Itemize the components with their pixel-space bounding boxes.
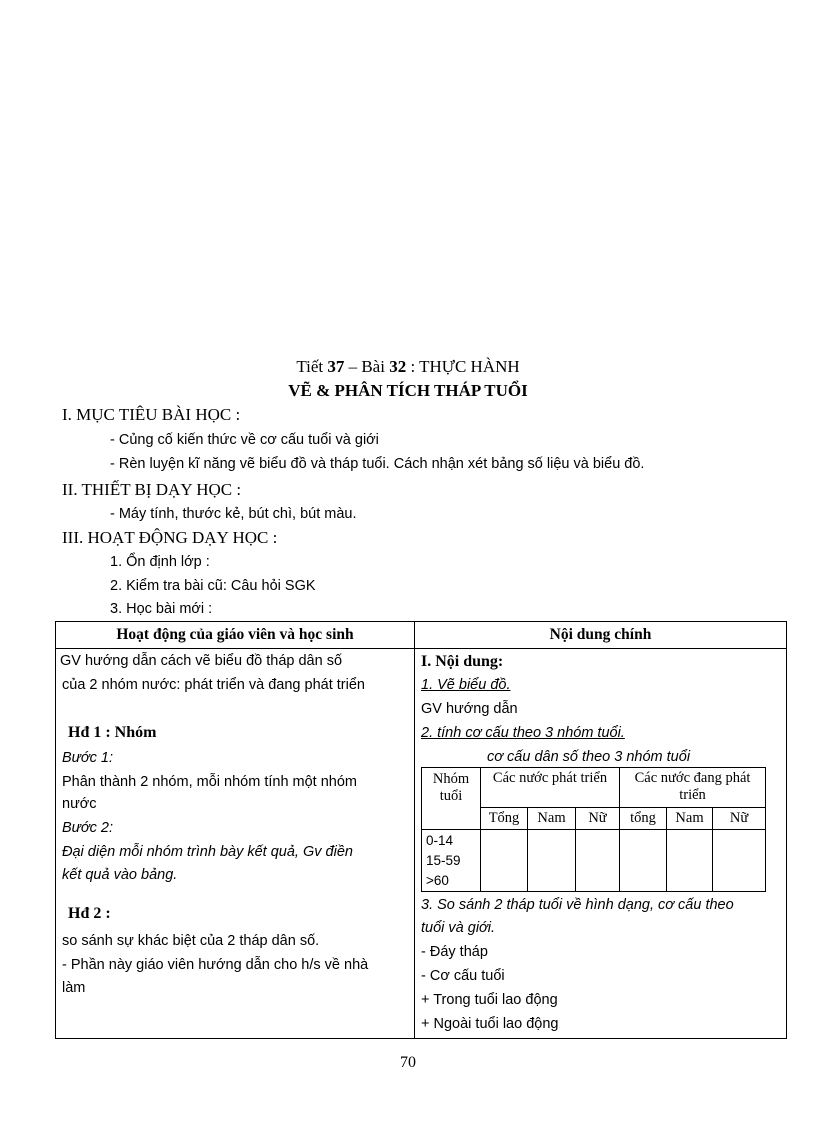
subheader-cell: Nam [667, 808, 713, 830]
activity-2-heading: Hđ 2 : [68, 905, 111, 922]
objective-item: - Rèn luyện kĩ năng vẽ biểu đồ và tháp tuổi. Cách nhận xét bảng số liệu và biểu đồ. [110, 456, 645, 472]
lesson-title [0, 357, 816, 377]
header-developed: Các nước phát triển [481, 768, 620, 808]
section-heading-activities: III. HOẠT ĐỘNG DẠY HỌC : [62, 528, 278, 547]
column-header-activities: Hoạt động của giáo viên và học sinh [56, 622, 415, 649]
content-item: 1. Vẽ biểu đồ. [421, 677, 511, 693]
title-unit-number: 32 [389, 357, 407, 376]
subheader-cell: Nữ [576, 808, 620, 830]
population-structure-table [421, 767, 766, 892]
title-part: Tiết [296, 357, 328, 376]
content-item: 3. So sánh 2 tháp tuổi về hình dạng, cơ cấu theo [421, 897, 734, 913]
content-item: + Ngoài tuổi lao động [421, 1016, 559, 1032]
subheader-cell: Nam [528, 808, 576, 830]
activity-2-text: so sánh sự khác biệt của 2 tháp dân số. [62, 933, 320, 949]
activity-1-heading: Hđ 1 : Nhóm [68, 724, 157, 741]
section-heading-equipment: II. THIẾT BỊ DẠY HỌC : [62, 480, 242, 499]
subheader-cell: Nữ [713, 808, 766, 830]
step-2-text: Đại diện mỗi nhóm trình bày kết quả, Gv điền [62, 844, 353, 860]
equipment-item: - Máy tính, thước kẻ, bút chì, bút màu. [110, 506, 357, 522]
title-part: – Bài [344, 357, 390, 376]
step-2-text: kết quả vào bảng. [62, 867, 178, 883]
title-lesson-number: 37 [327, 357, 345, 376]
activity-2-text: làm [62, 980, 86, 996]
step-2-label: Bước 2: [62, 820, 113, 836]
header-age-group: Nhóm tuổi [422, 768, 481, 830]
empty-cell [481, 830, 528, 892]
empty-cell [576, 830, 620, 892]
age-group: 0-14 [426, 832, 454, 848]
content-item: - Cơ cấu tuổi [421, 968, 505, 984]
content-title: I. Nội dung: [421, 653, 504, 670]
content-item: GV hướng dẫn [421, 701, 518, 717]
intro-text: GV hướng dẫn cách vẽ biểu đồ tháp dân số [60, 653, 343, 669]
empty-cell [713, 830, 766, 892]
step-1-text: nước [62, 796, 97, 812]
table-caption: cơ cấu dân số theo 3 nhóm tuổi [487, 749, 691, 765]
activity-step: 3. Học bài mới : [110, 601, 213, 617]
content-item: tuổi và giới. [421, 920, 496, 936]
objective-item: - Củng cố kiến thức về cơ cấu tuổi và giới [110, 432, 379, 448]
header-developing: Các nước đang phát triển [620, 768, 766, 808]
page-number: 70 [400, 1054, 416, 1071]
subheader-cell: tổng [620, 808, 667, 830]
column-header-content: Nội dung chính [415, 622, 787, 649]
activity-step: 2. Kiểm tra bài cũ: Câu hỏi SGK [110, 578, 316, 594]
activity-step: 1. Ổn định lớp : [110, 554, 210, 570]
content-cell [415, 649, 787, 1039]
content-item: 2. tính cơ cấu theo 3 nhóm tuổi. [421, 725, 625, 741]
content-item: - Đáy tháp [421, 944, 488, 960]
empty-cell [528, 830, 576, 892]
section-heading-objectives: I. MỤC TIÊU BÀI HỌC : [62, 405, 241, 424]
lesson-subtitle: VẼ & PHÂN TÍCH THÁP TUỔI [288, 381, 528, 400]
subheader-cell: Tổng [481, 808, 528, 830]
step-1-text: Phân thành 2 nhóm, mỗi nhóm tính một nhóm [62, 774, 358, 790]
empty-cell [667, 830, 713, 892]
activities-cell [56, 649, 415, 1039]
lesson-table [55, 621, 787, 1039]
title-part: : THỰC HÀNH [406, 357, 520, 376]
activity-2-text: - Phần này giáo viên hướng dẫn cho h/s về nhà [62, 957, 369, 973]
age-group: 15-59 [426, 852, 461, 868]
age-groups-cell [422, 830, 481, 892]
empty-cell [620, 830, 667, 892]
intro-text: của 2 nhóm nước: phát triển và đang phát triển [62, 677, 365, 693]
content-item: + Trong tuổi lao động [421, 992, 558, 1008]
step-1-label: Bước 1: [62, 750, 113, 766]
age-group: >60 [426, 872, 449, 888]
